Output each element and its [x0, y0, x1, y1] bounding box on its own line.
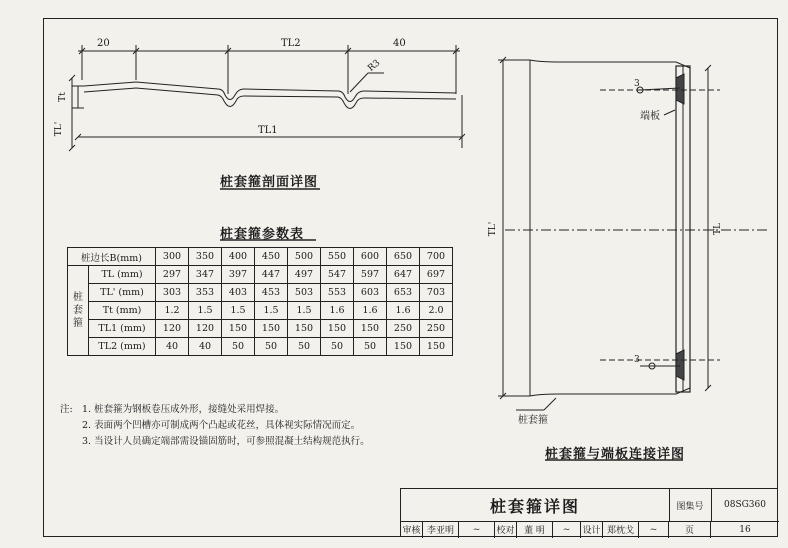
table-row	[68, 266, 453, 284]
table-cell: 1.6	[321, 302, 354, 320]
table-cell: 120	[156, 320, 189, 338]
page-number: 16	[739, 524, 751, 535]
table-row	[68, 248, 453, 266]
table-cell: 303	[156, 284, 189, 302]
table-cell: 397	[222, 266, 255, 284]
table-cell: 40	[189, 338, 222, 356]
group-char: 套	[73, 305, 83, 316]
weld-label-top: 3	[634, 79, 640, 89]
design-signature: ~	[639, 521, 669, 538]
drawing-title: 桩套箍详图	[401, 489, 670, 522]
note-item	[60, 402, 370, 418]
table-row	[68, 338, 453, 356]
note-text: 3. 当设计人员确定端部需设锚固筋时，可参照混凝土结构规范执行。	[82, 436, 370, 447]
table-cell: 150	[387, 338, 420, 356]
hoop-label: 桩套箍	[518, 415, 548, 426]
group-char: 桩	[73, 292, 83, 303]
table-cell: 550	[321, 248, 354, 266]
page-label: 页	[669, 521, 711, 538]
table-cell: 503	[288, 284, 321, 302]
table-cell: 150	[354, 320, 387, 338]
table-cell: 1.6	[354, 302, 387, 320]
table-cell: 1.5	[288, 302, 321, 320]
parameter-table	[67, 247, 453, 356]
dim-label-40: 40	[393, 38, 406, 49]
table-cell: 350	[189, 248, 222, 266]
table-cell: 150	[255, 320, 288, 338]
table-cell: 647	[387, 266, 420, 284]
table-cell: 1.5	[189, 302, 222, 320]
table-cell: 150	[222, 320, 255, 338]
check-name: 董 明	[517, 521, 553, 538]
dim-label-tl1: TL1	[258, 125, 278, 136]
table-cell: 50	[255, 338, 288, 356]
table-cell: 497	[288, 266, 321, 284]
connection-detail-caption: 桩套箍与端板连接详图	[545, 447, 686, 462]
title-block	[400, 488, 778, 537]
table-cell: 603	[354, 284, 387, 302]
dim-label-tl2: TL2	[281, 38, 301, 49]
table-row-label: TL' (mm)	[89, 284, 156, 302]
weld-label-bottom: 3	[634, 355, 640, 365]
table-cell: 120	[189, 320, 222, 338]
table-cell: 703	[420, 284, 453, 302]
table-cell: 150	[420, 338, 453, 356]
table-row-label: TL2 (mm)	[89, 338, 156, 356]
table-cell: 553	[321, 284, 354, 302]
hoop-profile-bottom	[84, 88, 456, 109]
notes-block	[60, 402, 370, 450]
table-cell: 150	[288, 320, 321, 338]
design-label: 设计	[581, 521, 603, 538]
table-cell: 347	[189, 266, 222, 284]
table-cell: 1.6	[387, 302, 420, 320]
table-cell: 2.0	[420, 302, 453, 320]
table-cell: 250	[387, 320, 420, 338]
table-row	[68, 284, 453, 302]
notes-lead: 注:	[60, 404, 73, 415]
review-label: 审核	[401, 521, 423, 538]
check-signature: ~	[553, 521, 581, 538]
note-text: 1. 桩套箍为钢板卷压成外形，接缝处采用焊接。	[82, 404, 285, 415]
table-cell: 50	[222, 338, 255, 356]
table-cell: 50	[288, 338, 321, 356]
table-cell: 250	[420, 320, 453, 338]
table-cell: 1.5	[222, 302, 255, 320]
table-cell: 653	[387, 284, 420, 302]
table-cell: 150	[321, 320, 354, 338]
table-cell: 353	[189, 284, 222, 302]
dim-label-20: 20	[97, 38, 110, 49]
dim-label-tt: Tt	[57, 92, 68, 102]
table-cell: 500	[288, 248, 321, 266]
table-cell: 600	[354, 248, 387, 266]
table-cell: 50	[321, 338, 354, 356]
table-cell: 1.2	[156, 302, 189, 320]
table-header-label: 桩边长B(mm)	[68, 248, 156, 266]
note-item	[60, 434, 370, 450]
table-cell: 597	[354, 266, 387, 284]
table-row	[68, 320, 453, 338]
table-cell: 1.5	[255, 302, 288, 320]
table-cell: 697	[420, 266, 453, 284]
note-text: 2. 表面两个凹槽亦可制成两个凸起或花丝，具体视实际情况而定。	[82, 420, 361, 431]
table-row-label: TL1 (mm)	[89, 320, 156, 338]
review-signature: ~	[459, 521, 495, 538]
atlas-label: 图集号	[669, 489, 712, 522]
table-cell: 300	[156, 248, 189, 266]
table-cell: 450	[255, 248, 288, 266]
dim-label-r3: R3	[366, 58, 383, 74]
connection-label-tl-prime: TL'	[488, 221, 499, 237]
connection-label-tl: TL	[712, 223, 723, 235]
atlas-number: 08SG360	[711, 489, 779, 522]
r3-leader	[350, 73, 368, 92]
table-cell: 650	[387, 248, 420, 266]
check-label: 校对	[495, 521, 517, 538]
table-cell: 40	[156, 338, 189, 356]
table-cell: 447	[255, 266, 288, 284]
table-row	[68, 302, 453, 320]
table-cell: 50	[354, 338, 387, 356]
table-row-label: TL (mm)	[89, 266, 156, 284]
table-group-label	[68, 266, 89, 356]
dim-label-tl-prime: TL'	[54, 121, 65, 137]
review-name: 李亚明	[423, 521, 459, 538]
table-cell: 297	[156, 266, 189, 284]
end-plate-label: 端板	[640, 111, 660, 122]
table-cell: 453	[255, 284, 288, 302]
table-cell: 403	[222, 284, 255, 302]
parameter-table-caption: 桩套箍参数表	[220, 227, 305, 242]
section-detail-caption: 桩套箍剖面详图	[220, 175, 319, 190]
design-name: 郑枕戈	[603, 521, 639, 538]
hoop-outline	[530, 60, 690, 396]
table-cell: 400	[222, 248, 255, 266]
note-item	[60, 418, 370, 434]
table-cell: 700	[420, 248, 453, 266]
table-row-label: Tt (mm)	[89, 302, 156, 320]
weld-bottom	[676, 350, 684, 380]
group-char: 箍	[73, 318, 83, 329]
table-cell: 547	[321, 266, 354, 284]
weld-top	[676, 74, 684, 104]
